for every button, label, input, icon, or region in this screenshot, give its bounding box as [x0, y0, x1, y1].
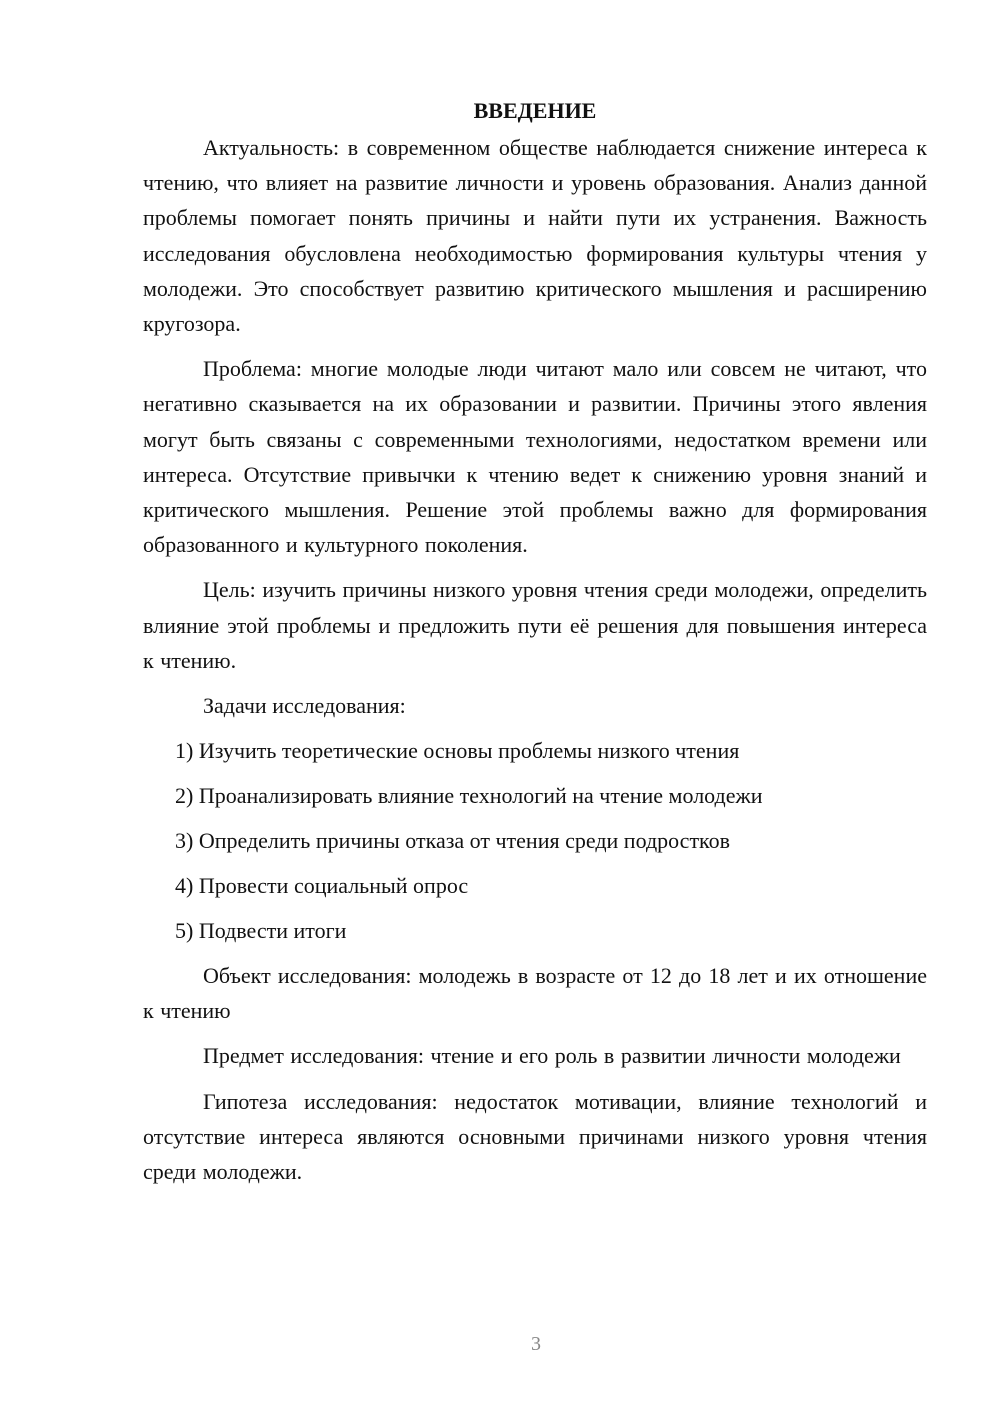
paragraph-goal: Цель: изучить причины низкого уровня чтения среди молодежи, определить влияние этой проблемы и предложить пути её решения для повышения интереса к чтению.	[143, 577, 927, 673]
task-item: 4) Провести социальный опрос	[175, 873, 469, 899]
paragraph-relevance: Актуальность: в современном обществе наблюдается снижение интереса к чтению, что влияет на развитие личности и уровень образования. Анализ данной проблемы помогает понять причины и найти пути их устранения. Важность исследования обусловлена необходимостью формирования культуры чтения у молодежи. Это способствует развитию критического мышления и расширению кругозора.	[143, 135, 927, 337]
tasks-list	[143, 733, 927, 948]
section-heading: ВВЕДЕНИЕ	[473, 98, 597, 123]
paragraph-object: Объект исследования: молодежь в возрасте от 12 до 18 лет и их отношение к чтению	[143, 963, 927, 1024]
task-item: 2) Проанализировать влияние технологий на чтение молодежи	[175, 783, 763, 809]
document-body	[143, 93, 927, 1199]
task-item: 1) Изучить теоретические основы проблемы низкого чтения	[175, 738, 740, 764]
page-number: 3	[531, 1333, 541, 1355]
paragraph-hypothesis: Гипотеза исследования: недостаток мотивации, влияние технологий и отсутствие интереса являются основными причинами низкого уровня чтения среди молодежи.	[143, 1088, 927, 1185]
paragraph-problem: Проблема: многие молодые люди читают мало или совсем не читают, что негативно сказывается на их образовании и развитии. Причины этого явления могут быть связаны с современными технологиями, недостатком времени или интереса. Отсутствие привычки к чтению ведет к снижению уровня знаний и критического мышления. Решение этой проблемы важно для формирования образованного и культурного поколения.	[143, 356, 927, 558]
task-item: 5) Подвести итоги	[175, 918, 347, 944]
tasks-title: Задачи исследования:	[203, 693, 406, 719]
task-item: 3) Определить причины отказа от чтения среди подростков	[175, 828, 731, 854]
paragraph-subject: Предмет исследования: чтение и его роль в развитии личности молодежи	[203, 1043, 901, 1069]
